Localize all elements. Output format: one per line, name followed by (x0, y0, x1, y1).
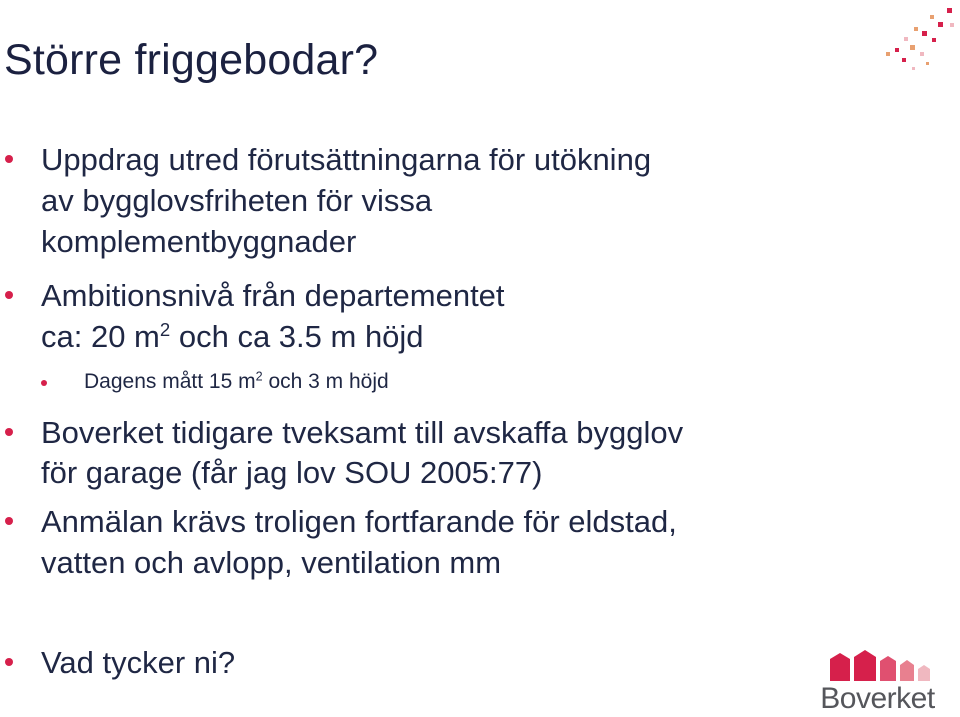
bullet-dot (5, 658, 13, 666)
superscript: 2 (255, 369, 263, 384)
sub-bullet-text-part: och 3 m höjd (262, 370, 389, 393)
superscript: 2 (159, 318, 171, 340)
logo-wordmark: Boverket (820, 682, 935, 715)
bullet-text: av bygglovsfriheten för vissa (41, 183, 433, 218)
bullet-dot (5, 428, 13, 436)
decorative-dots (810, 0, 960, 80)
bullet-text: Anmälan krävs troligen fortfarande för eldstad, (41, 504, 677, 539)
bullet-text: Uppdrag utred förutsättningarna för utökning (41, 142, 652, 177)
bullet-text: för garage (får jag lov SOU 2005:77) (41, 455, 543, 490)
bullet-text: komplementbyggnader (41, 224, 357, 259)
bullet-text: vatten och avlopp, ventilation mm (41, 545, 502, 580)
sub-bullet-text (84, 369, 389, 395)
roof-icon (810, 645, 945, 681)
bullet-text-part: ca: 20 m (41, 319, 160, 354)
bullet-text-part: och ca 3.5 m höjd (170, 319, 424, 354)
slide-title: Större friggebodar? (4, 36, 379, 84)
bullet-text (41, 316, 424, 357)
bullet-text: Boverket tidigare tveksamt till avskaffa bygglov (41, 415, 684, 450)
bullet-dot (5, 291, 13, 299)
sub-bullet-text-part: Dagens mått 15 m (84, 370, 256, 393)
bullet-text: Ambitionsnivå från departementet (41, 278, 505, 313)
bullet-dot (5, 155, 13, 163)
sub-bullet-dot (41, 380, 47, 386)
boverket-logo (810, 645, 945, 717)
bullet-text: Vad tycker ni? (41, 645, 236, 680)
bullet-dot (5, 517, 13, 525)
